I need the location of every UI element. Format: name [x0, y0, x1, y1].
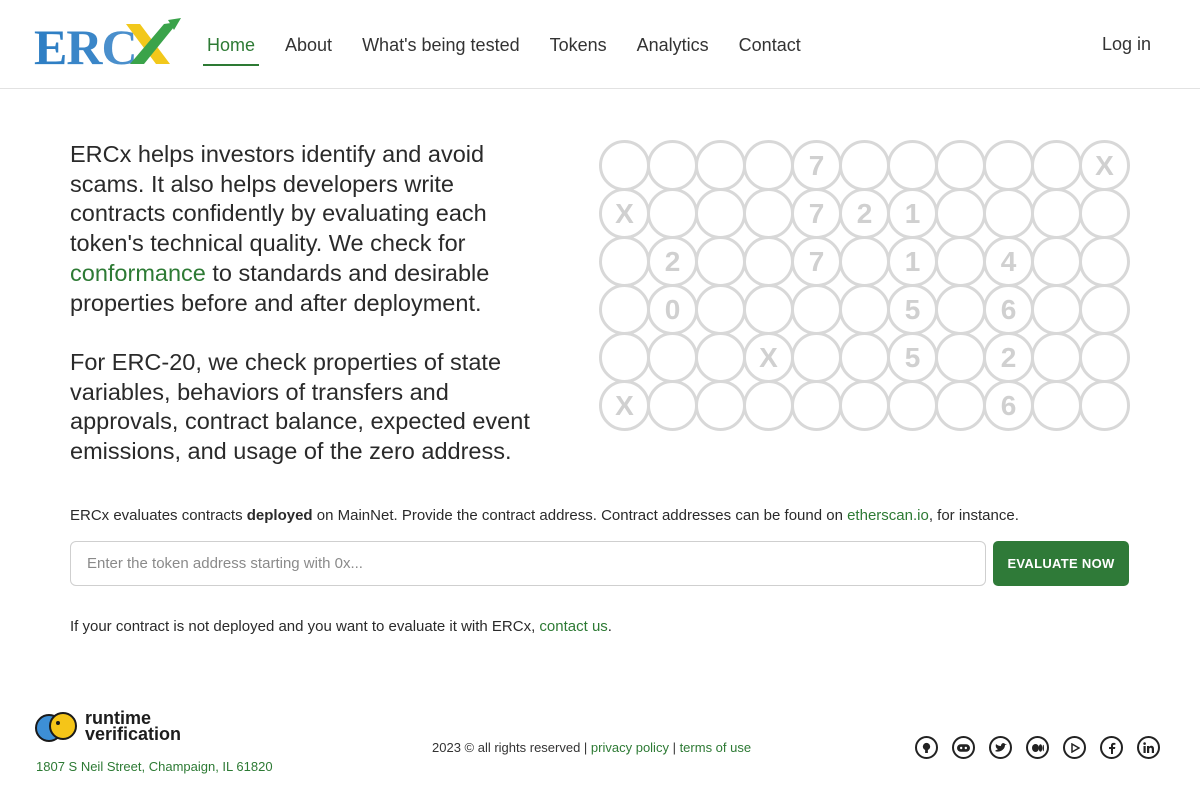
grid-cell: [743, 236, 794, 287]
grid-cell: 2: [647, 236, 698, 287]
token-grid-illustration: [599, 140, 1130, 432]
grid-cell: [839, 140, 890, 191]
github-icon[interactable]: [915, 736, 938, 759]
logo-x-icon: [124, 18, 182, 68]
grid-cell: X: [599, 380, 650, 431]
grid-cell: X: [1079, 140, 1130, 191]
grid-cell: [935, 332, 986, 383]
rv-logo-icon: [34, 711, 78, 745]
grid-cell: 7: [791, 188, 842, 239]
footer-separator: |: [668, 740, 680, 755]
grid-cell: [1079, 188, 1130, 239]
grid-cell: 6: [983, 380, 1034, 431]
grid-cell: [839, 284, 890, 335]
grid-cell: [791, 284, 842, 335]
contact-line-end: .: [607, 618, 612, 635]
nav-whats-being-tested[interactable]: What's being tested: [362, 35, 520, 55]
logo-wordmark: ERC: [34, 19, 137, 75]
grid-cell: [743, 188, 794, 239]
grid-cell: [599, 284, 650, 335]
grid-cell: [647, 188, 698, 239]
grid-cell: 0: [647, 284, 698, 335]
grid-cell: X: [743, 332, 794, 383]
grid-cell: [1079, 332, 1130, 383]
intro-paragraph-2: For ERC-20, we check properties of state variables, behaviors of transfers and approvals, contract balance, expected event emissions, and usage of the zero address.: [70, 348, 530, 465]
grid-cell: [1031, 380, 1082, 431]
grid-cell: [983, 140, 1034, 191]
grid-cell: [983, 188, 1034, 239]
youtube-icon[interactable]: [1063, 736, 1086, 759]
rv-brand-line2: verification: [85, 724, 182, 744]
contact-line-text: If your contract is not deployed and you want to evaluate it with ERCx,: [70, 618, 540, 635]
grid-cell: 5: [887, 332, 938, 383]
grid-cell: [1031, 284, 1082, 335]
grid-cell: [695, 236, 746, 287]
privacy-policy-link[interactable]: privacy policy: [590, 740, 669, 755]
eval-info-bold: deployed: [246, 507, 313, 524]
footer-copyright: [432, 740, 751, 755]
grid-cell: X: [599, 188, 650, 239]
grid-cell: [1031, 140, 1082, 191]
intro-p1-text: ERCx helps investors identify and avoid scams. It also helps developers write contracts confidently by evaluating each token's technical quality. We check for: [70, 141, 487, 257]
grid-cell: [743, 380, 794, 431]
grid-cell: 2: [983, 332, 1034, 383]
nav-analytics[interactable]: Analytics: [636, 35, 709, 55]
grid-cell: [599, 236, 650, 287]
grid-cell: [935, 236, 986, 287]
grid-cell: [1031, 236, 1082, 287]
nav-contact[interactable]: Contact: [738, 35, 801, 55]
grid-cell: 1: [887, 236, 938, 287]
grid-cell: [1079, 236, 1130, 287]
grid-cell: [599, 332, 650, 383]
facebook-icon[interactable]: [1100, 736, 1123, 759]
nav-tokens[interactable]: Tokens: [549, 35, 607, 55]
grid-cell: [647, 332, 698, 383]
ercx-logo[interactable]: [34, 19, 184, 75]
eval-info-text: ERCx evaluates contracts: [70, 507, 247, 524]
rv-brand-name: [85, 710, 181, 742]
eval-info-text-2: on MainNet. Provide the contract address. Contract addresses can be found on: [312, 507, 848, 524]
grid-cell: 2: [839, 188, 890, 239]
grid-cell: [791, 332, 842, 383]
grid-cell: [791, 380, 842, 431]
rv-brand-line1: runtime: [85, 708, 152, 728]
etherscan-link[interactable]: etherscan.io: [847, 507, 929, 524]
token-address-input[interactable]: [70, 541, 986, 586]
top-navbar: [0, 0, 1200, 89]
intro-text: [70, 140, 540, 496]
intro-p1-text-end: to standards and desirable properties before and after deployment.: [70, 259, 490, 316]
grid-cell: [695, 188, 746, 239]
evaluate-now-button[interactable]: EVALUATE NOW: [993, 541, 1129, 586]
grid-cell: 4: [983, 236, 1034, 287]
grid-cell: [935, 380, 986, 431]
grid-cell: [887, 140, 938, 191]
grid-cell: [935, 284, 986, 335]
main-nav: [207, 34, 831, 66]
grid-cell: [647, 380, 698, 431]
footer-address: 1807 S Neil Street, Champaign, IL 61820: [36, 759, 273, 774]
login-link[interactable]: Log in: [1102, 34, 1152, 54]
grid-cell: [599, 140, 650, 191]
eval-info-text-3: , for instance.: [928, 507, 1019, 524]
grid-cell: [839, 380, 890, 431]
discord-icon[interactable]: [952, 736, 975, 759]
grid-cell: [695, 284, 746, 335]
linkedin-icon[interactable]: [1137, 736, 1160, 759]
grid-cell: [1031, 332, 1082, 383]
grid-cell: [839, 332, 890, 383]
grid-cell: 5: [887, 284, 938, 335]
contact-line: [70, 618, 612, 635]
grid-cell: 6: [983, 284, 1034, 335]
runtime-verification-logo[interactable]: [34, 710, 204, 746]
grid-cell: [695, 332, 746, 383]
grid-cell: [935, 140, 986, 191]
grid-cell: 1: [887, 188, 938, 239]
terms-of-use-link[interactable]: terms of use: [679, 740, 752, 755]
grid-cell: [1079, 284, 1130, 335]
social-links: [915, 736, 1174, 759]
conformance-link[interactable]: conformance: [70, 259, 206, 286]
grid-cell: [743, 140, 794, 191]
intro-paragraph-1: [70, 140, 540, 318]
grid-cell: 7: [791, 236, 842, 287]
medium-icon[interactable]: [1026, 736, 1049, 759]
grid-cell: [1031, 188, 1082, 239]
grid-cell: [743, 284, 794, 335]
grid-cell: [1079, 380, 1130, 431]
grid-cell: 7: [791, 140, 842, 191]
grid-cell: [647, 140, 698, 191]
grid-cell: [695, 140, 746, 191]
grid-cell: [695, 380, 746, 431]
grid-cell: [839, 236, 890, 287]
copyright-text: 2023 © all rights reserved |: [432, 740, 591, 755]
twitter-icon[interactable]: [989, 736, 1012, 759]
grid-cell: [887, 380, 938, 431]
evaluate-info: [70, 507, 1019, 524]
contact-us-link[interactable]: contact us: [539, 618, 608, 635]
grid-cell: [935, 188, 986, 239]
nav-about[interactable]: About: [285, 35, 333, 55]
nav-home[interactable]: Home: [207, 34, 255, 66]
